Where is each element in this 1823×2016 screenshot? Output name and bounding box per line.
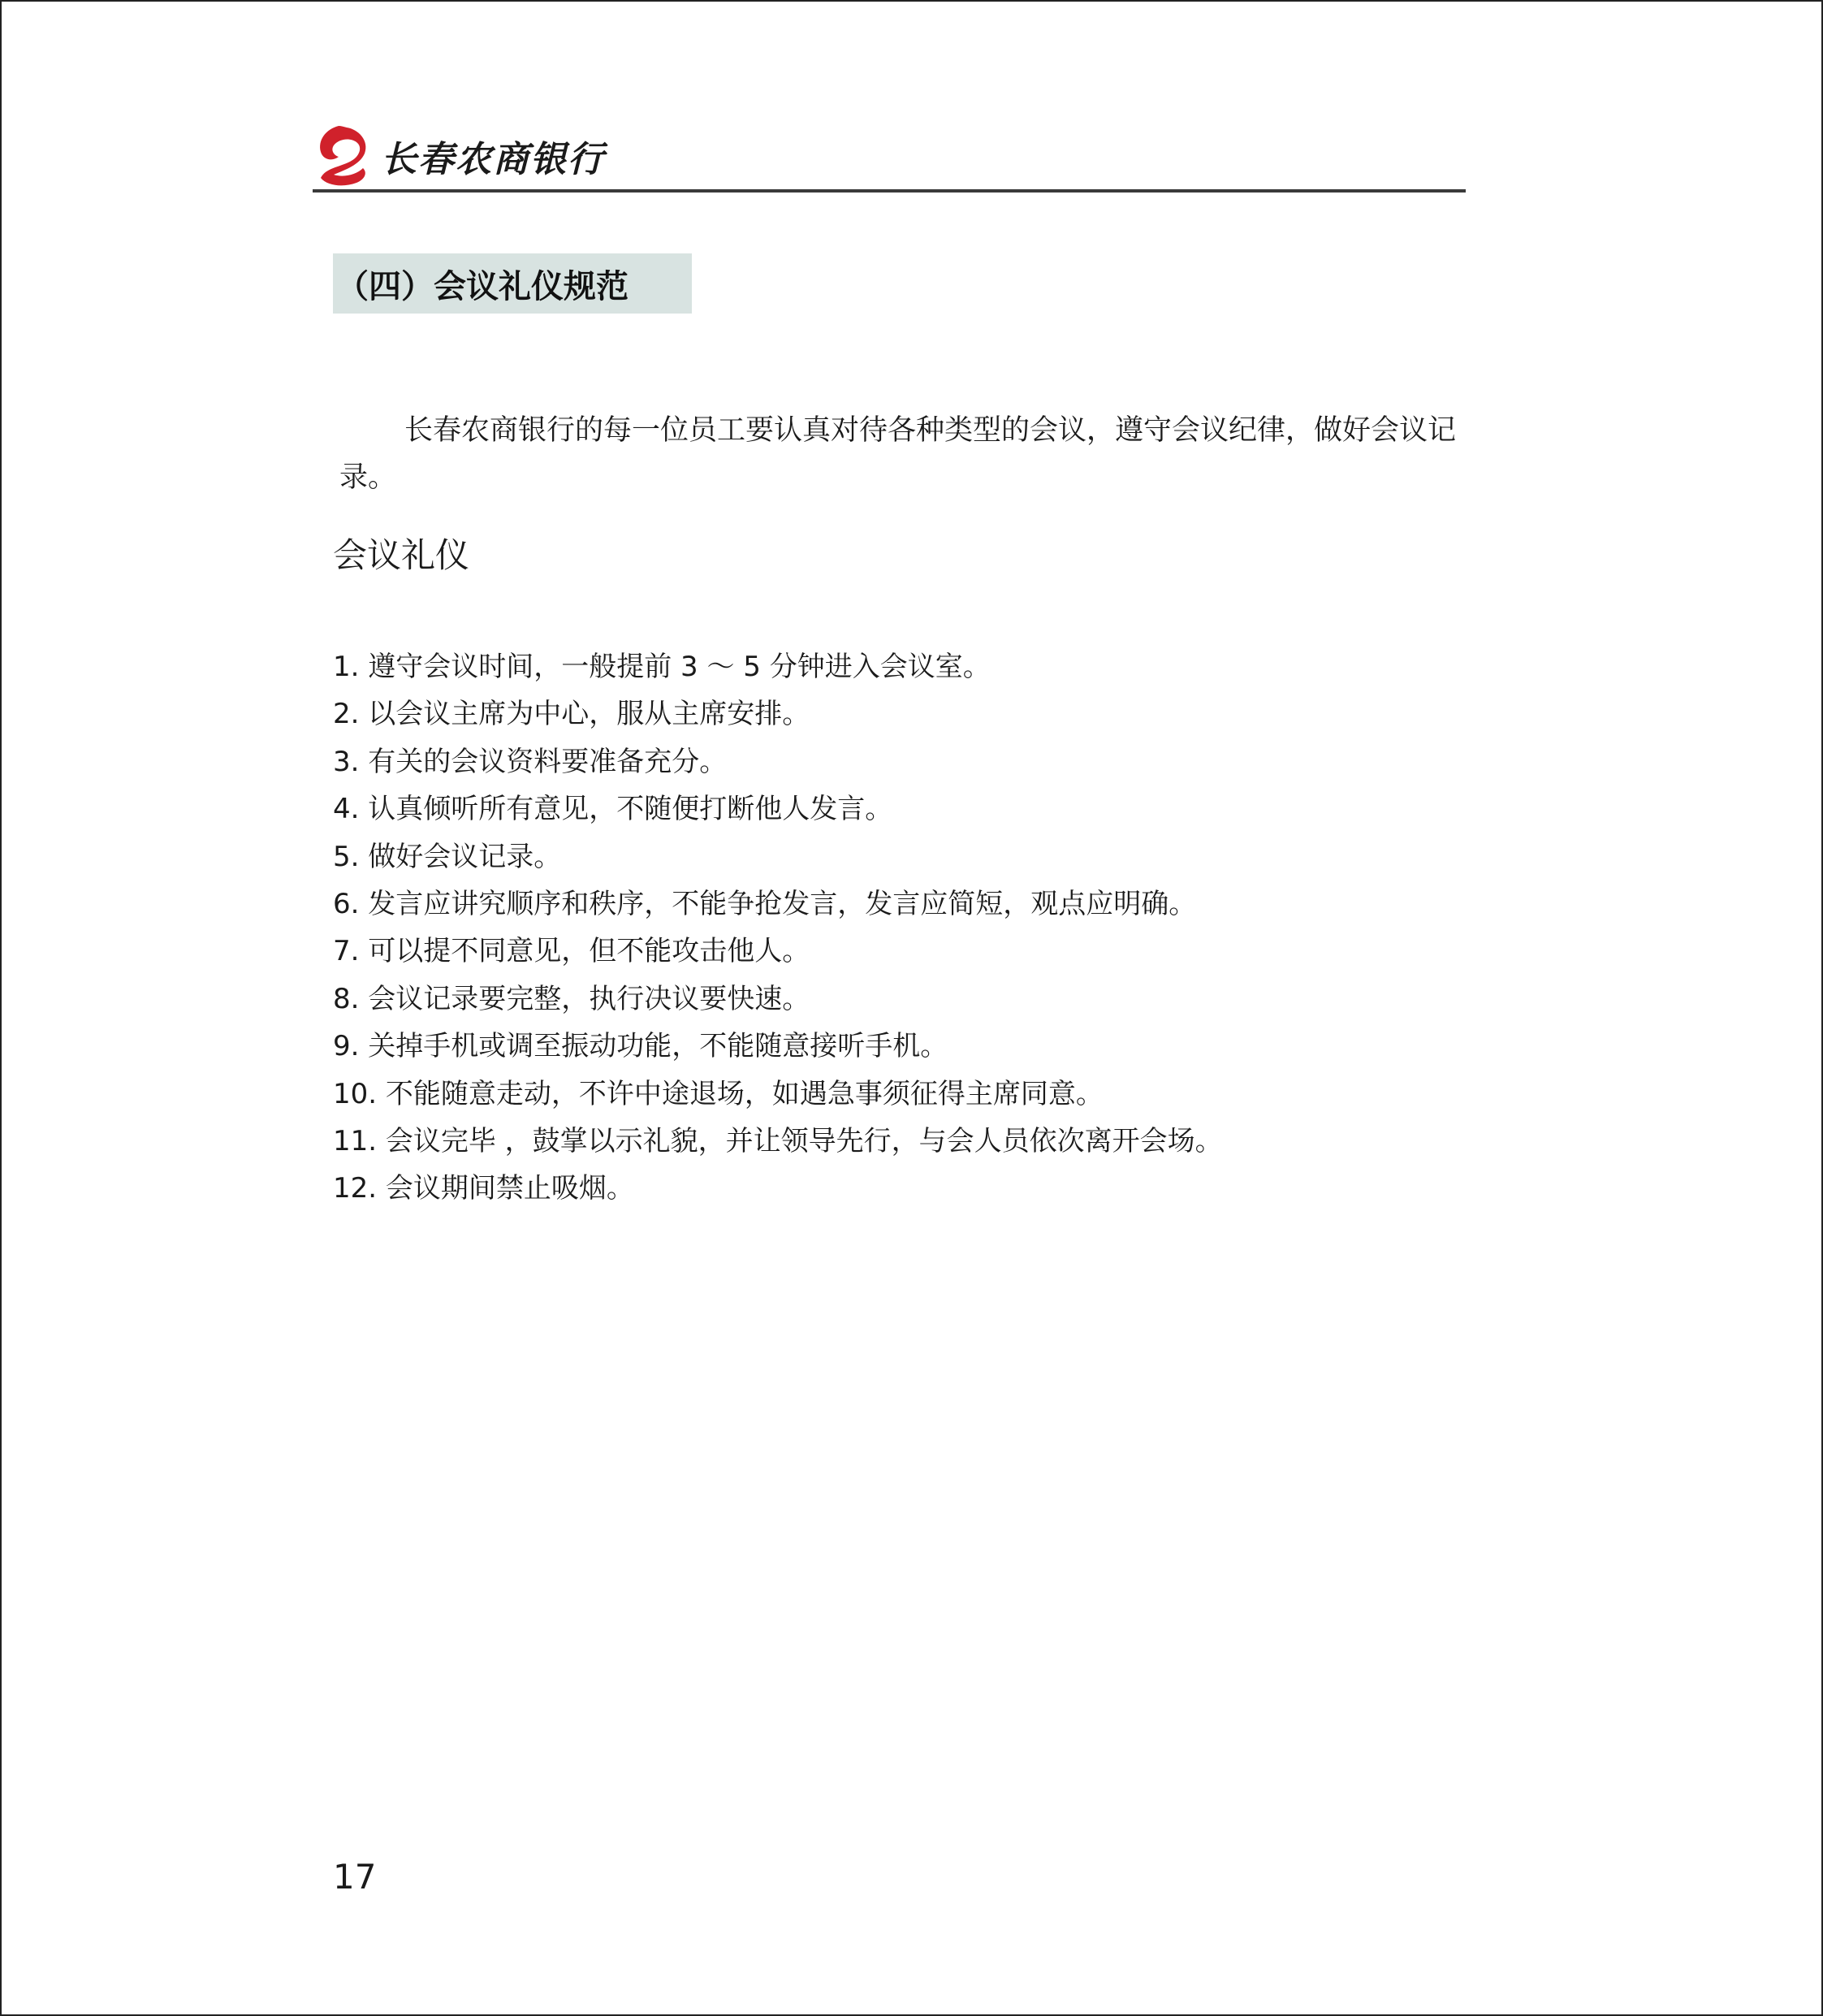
rule-item: 10. 不能随意走动，不许中途退场，如遇急事须征得主席同意。: [333, 1077, 1104, 1110]
page-header: [314, 115, 605, 197]
rule-item: 9. 关掉手机或调至振动功能，不能随意接听手机。: [333, 1030, 948, 1063]
intro-paragraph: 长春农商银行的每一位员工要认真对待各种类型的会议，遵守会议纪律，做好会议记录。: [339, 414, 1457, 494]
etiquette-rule-list: [333, 643, 1223, 1213]
subheading: 会议礼仪: [333, 535, 470, 575]
rule-item: 6. 发言应讲究顺序和秩序，不能争抢发言，发言应简短，观点应明确。: [333, 887, 1197, 920]
header-divider: [313, 189, 1466, 193]
bank-name: 长春农商银行: [381, 139, 605, 180]
rule-item: 1. 遵守会议时间，一般提前 3 ～ 5 分钟进入会议室。: [333, 651, 991, 683]
rule-item: 12. 会议期间禁止吸烟。: [333, 1172, 634, 1205]
rule-item: 3. 有关的会议资料要准备充分。: [333, 745, 728, 778]
rule-item: 2. 以会议主席为中心，服从主席安排。: [333, 698, 810, 731]
bank-logo-icon: [314, 121, 369, 191]
section-title: （四）会议礼仪规范: [333, 253, 692, 314]
rule-item: 11. 会议完毕 ，鼓掌以示礼貌，并让领导先行，与会人员依次离开会场。: [333, 1124, 1223, 1157]
page-number: 17: [333, 1857, 377, 1897]
rule-item: 8. 会议记录要完整，执行决议要快速。: [333, 982, 810, 1015]
rule-item: 7. 可以提不同意见，但不能攻击他人。: [333, 935, 810, 968]
rule-item: 4. 认真倾听所有意见，不随便打断他人发言。: [333, 793, 893, 826]
rule-item: 5. 做好会议记录。: [333, 840, 562, 873]
